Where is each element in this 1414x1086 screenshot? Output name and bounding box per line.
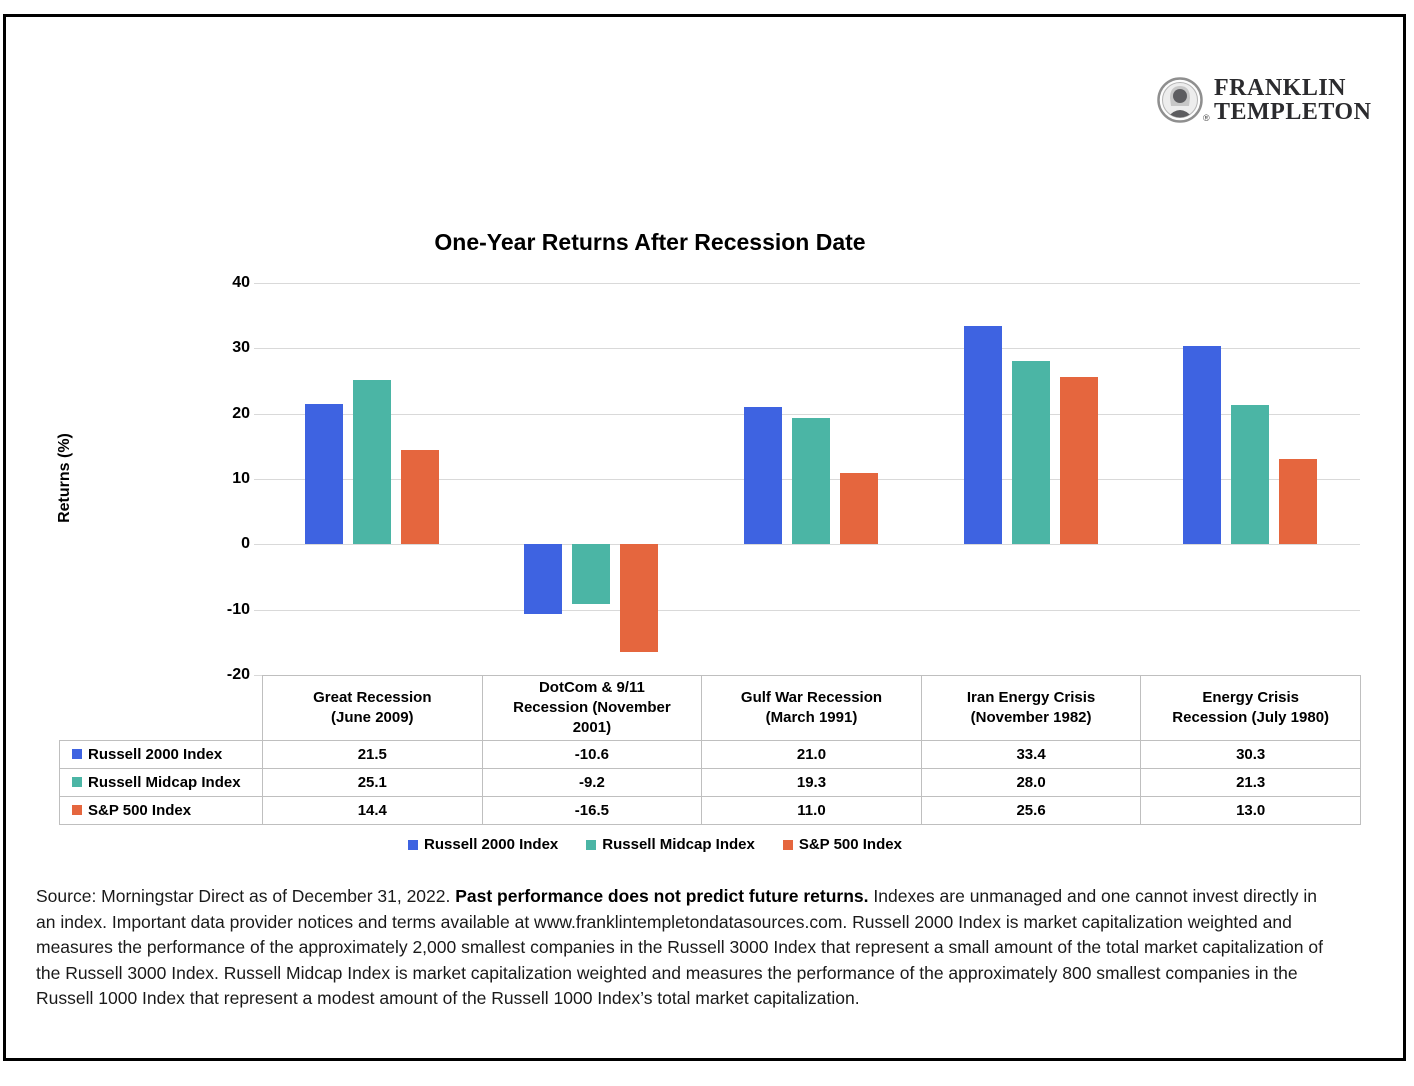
logo-wordmark: [1214, 76, 1371, 124]
bar-russell-2000-index-gulf-war-recession-march-1991: [744, 407, 782, 544]
bar-s-p-500-index-great-recession-june-2009: [401, 450, 439, 544]
table-value-cell: -10.6: [482, 741, 702, 769]
table-value-cell: 19.3: [702, 769, 922, 797]
logo-line-1: FRANKLIN: [1214, 75, 1347, 101]
table-value-cell: 28.0: [921, 769, 1141, 797]
y-tick-label-40: 40: [232, 274, 250, 291]
y-gridline-40: [254, 283, 1360, 284]
row-label-text: S&P 500 Index: [88, 802, 192, 819]
legend-label: Russell Midcap Index: [602, 836, 755, 853]
registered-trademark-symbol: ®: [1203, 113, 1210, 123]
table-header-cell-dotcom-9-11-recession-november-2001: DotCom & 9/11 Recession (November 2001): [482, 676, 702, 741]
table-value-cell: -9.2: [482, 769, 702, 797]
table-value-cell: -16.5: [482, 797, 702, 825]
bar-s-p-500-index-dotcom-9-11-recession-november-2001: [620, 544, 658, 652]
legend-item-russell-midcap-index: [586, 836, 755, 853]
legend-swatch-icon: [783, 840, 793, 850]
table-row-russell-midcap-index: [60, 769, 1361, 797]
bar-russell-midcap-index-iran-energy-crisis-november-1982: [1012, 361, 1050, 544]
legend-label: S&P 500 Index: [798, 836, 902, 853]
table-value-cell: 14.4: [263, 797, 483, 825]
y-gridline--10: [254, 610, 1360, 611]
table-value-cell: 21.5: [263, 741, 483, 769]
logo-line-2: TEMPLETON: [1214, 99, 1372, 125]
y-tick-label--10: -10: [226, 600, 250, 618]
series-swatch-icon: [72, 749, 82, 759]
chart-data-table: [59, 675, 1361, 825]
bar-s-p-500-index-energy-crisis-recession-july-1980: [1279, 459, 1317, 544]
row-label-s-p-500-index: [60, 797, 263, 825]
y-tick-label-0: 0: [241, 535, 250, 553]
table-corner-cell: [60, 676, 263, 741]
table-value-cell: 25.6: [921, 797, 1141, 825]
legend-item-russell-2000-index: [408, 836, 558, 853]
bar-russell-midcap-index-gulf-war-recession-march-1991: [792, 418, 830, 544]
bar-s-p-500-index-iran-energy-crisis-november-1982: [1060, 377, 1098, 544]
table-row-russell-2000-index: [60, 741, 1361, 769]
row-label-text: Russell Midcap Index: [88, 774, 241, 791]
table-header-cell-iran-energy-crisis-november-1982: Iran Energy Crisis (November 1982): [921, 676, 1141, 741]
bar-russell-midcap-index-dotcom-9-11-recession-november-2001: [572, 544, 610, 604]
table-header-cell-energy-crisis-recession-july-1980: Energy Crisis Recession (July 1980): [1141, 676, 1361, 741]
table-value-cell: 21.0: [702, 741, 922, 769]
ben-franklin-medallion-icon: [1156, 76, 1204, 124]
table-header-row: [60, 676, 1361, 741]
y-tick-label-10: 10: [232, 470, 250, 487]
series-swatch-icon: [72, 805, 82, 815]
row-label-text: Russell 2000 Index: [88, 746, 223, 763]
bar-russell-2000-index-energy-crisis-recession-july-1980: [1183, 346, 1221, 544]
table-header-cell-gulf-war-recession-march-1991: Gulf War Recession (March 1991): [702, 676, 922, 741]
legend-item-s-p-500-index: [783, 836, 902, 853]
bar-russell-2000-index-dotcom-9-11-recession-november-2001: [524, 544, 562, 613]
footnote-segment: Source: Morningstar Direct as of December 31, 2022.: [36, 886, 456, 906]
row-label-russell-midcap-index: [60, 769, 263, 797]
source-disclosure-text: [36, 884, 1336, 1012]
bar-russell-midcap-index-energy-crisis-recession-july-1980: [1231, 405, 1269, 544]
bar-russell-2000-index-great-recession-june-2009: [305, 404, 343, 545]
y-tick-label-30: 30: [232, 339, 250, 357]
bar-russell-2000-index-iran-energy-crisis-november-1982: [964, 326, 1002, 544]
table-row-s-p-500-index: [60, 797, 1361, 825]
table-header-cell-great-recession-june-2009: Great Recession (June 2009): [263, 676, 483, 741]
bar-russell-midcap-index-great-recession-june-2009: [353, 380, 391, 544]
y-tick-label-20: 20: [232, 404, 250, 422]
chart-legend: [59, 836, 1251, 853]
table-value-cell: 25.1: [263, 769, 483, 797]
table-value-cell: 13.0: [1141, 797, 1361, 825]
table-value-cell: 21.3: [1141, 769, 1361, 797]
footnote-segment: Indexes are unmanaged and one cannot invest directly in an index. Important data provider notices and terms available at www.franklintempletondatasources.com. Russell 2000 Index is market capitalization weighted and measures the performance of the approximately 2,000 smallest companies in the Russell 3000 Index that represent a small amount of the total market capitalization of the Russell 3000 Index. Russell Midcap Index is market capitalization weighted and measures the performance of the approximately 800 smallest companies in the Russell 1000 Index that represent a modest amount of the Russell 1000 Index’s total market capitalization.: [36, 886, 1323, 1008]
y-gridline-0: [254, 544, 1360, 545]
table-value-cell: 11.0: [702, 797, 922, 825]
bar-s-p-500-index-gulf-war-recession-march-1991: [840, 473, 878, 545]
table-value-cell: 33.4: [921, 741, 1141, 769]
table-value-cell: 30.3: [1141, 741, 1361, 769]
chart-title: One-Year Returns After Recession Date: [434, 229, 866, 255]
footnote-bold-segment: Past performance does not predict future returns.: [455, 886, 869, 906]
y-axis-label: Returns (%): [56, 433, 73, 523]
y-tick-label--20: -20: [226, 666, 250, 683]
legend-swatch-icon: [408, 840, 418, 850]
table-body: [60, 741, 1361, 825]
legend-swatch-icon: [586, 840, 596, 850]
franklin-templeton-logo: [1156, 76, 1371, 124]
row-label-russell-2000-index: [60, 741, 263, 769]
legend-label: Russell 2000 Index: [424, 836, 559, 853]
series-swatch-icon: [72, 777, 82, 787]
table-header-row: [60, 676, 1361, 741]
